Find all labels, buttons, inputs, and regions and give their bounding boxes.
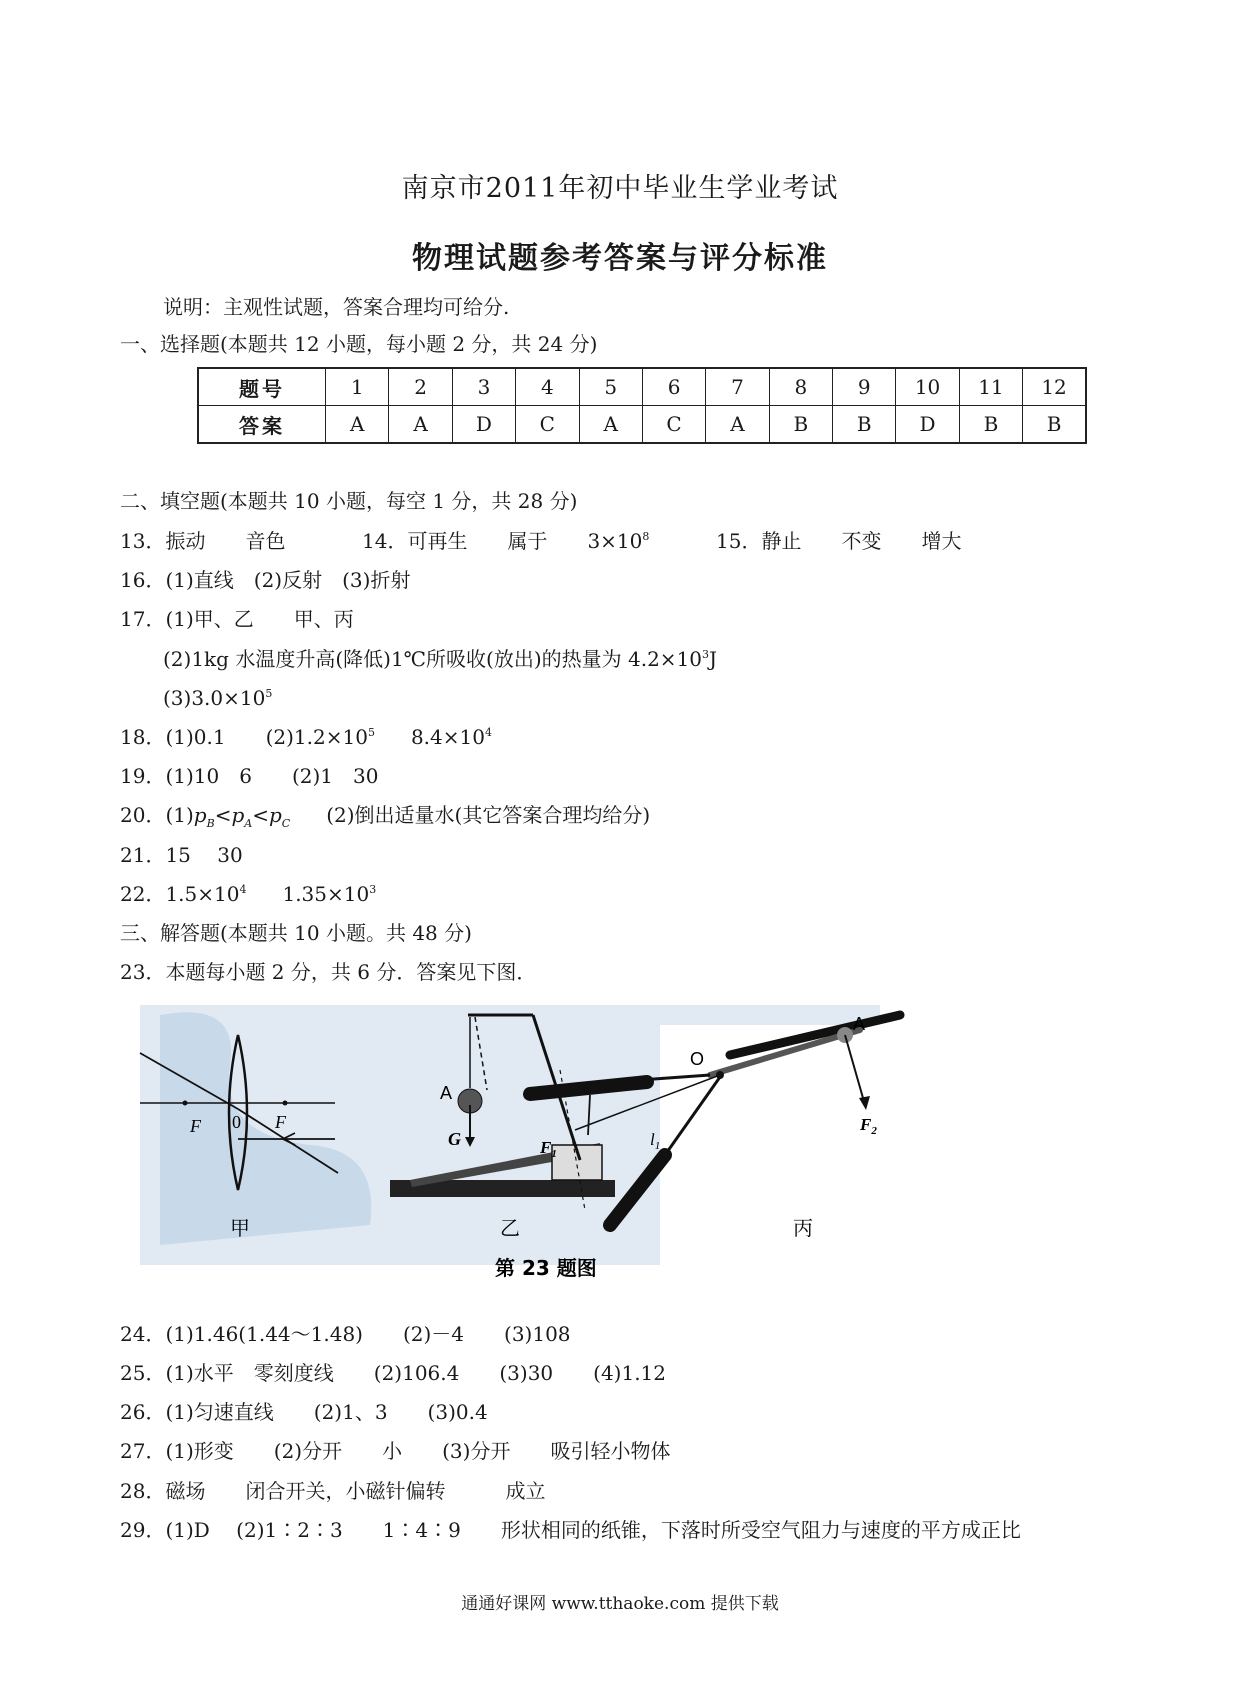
subscript: B — [206, 817, 215, 830]
table-cell: B — [769, 406, 832, 444]
answer-25: 25．(1)水平 零刻度线 (2)106.4 (3)30 (4)1.12 — [120, 1361, 667, 1385]
figure-label-jia: 甲 — [230, 1216, 250, 1240]
section-1-heading: 一、选择题(本题共 12 小题，每小题 2 分，共 24 分) — [120, 332, 598, 356]
answer-24: 24．(1)1.46(1.44～1.48) (2)－4 (3)108 — [120, 1322, 571, 1346]
answer-28: 28．磁场 闭合开关，小磁针偏转 成立 — [120, 1479, 546, 1503]
question-number-header: 题号 — [198, 368, 326, 406]
answer-27: 27．(1)形变 (2)分开 小 (3)分开 吸引轻小物体 — [120, 1439, 671, 1463]
exponent: 4 — [239, 883, 247, 896]
table-cell: A — [579, 406, 642, 444]
figure-23 — [120, 995, 960, 1285]
answer-23: 23．本题每小题 2 分，共 6 分．答案见下图． — [120, 960, 537, 984]
table-cell: D — [452, 406, 515, 444]
arrow-head — [859, 1096, 870, 1110]
exponent: 3 — [369, 883, 377, 896]
less-than: < — [214, 803, 232, 827]
table-cell: A — [706, 406, 769, 444]
table-row — [198, 406, 1086, 444]
exponent: 5 — [265, 687, 273, 700]
point-a-label: A — [853, 1014, 866, 1034]
footer-source: 通通好课网 www.tthaoke.com 提供下载 — [461, 1594, 779, 1614]
table-cell: 5 — [579, 368, 642, 406]
focal-point — [183, 1101, 188, 1106]
table-cell: B — [1023, 406, 1086, 444]
table-cell: B — [833, 406, 896, 444]
answer-17-part2-text: (2)1kg 水温度升高(降低)1℃所吸收(放出)的热量为 4.2×10 — [163, 647, 703, 671]
answer-18 — [120, 723, 492, 751]
answer-13: 13．振动 音色 — [120, 529, 286, 553]
table-cell: 9 — [833, 368, 896, 406]
table-cell: 11 — [959, 368, 1022, 406]
answer-22-text: 22．1.5×10 — [120, 882, 240, 906]
table-cell: 7 — [706, 368, 769, 406]
answer-18-text: 18．(1)0.1 (2)1.2×10 — [120, 725, 368, 749]
table-cell: 3 — [452, 368, 515, 406]
answer-17-part3 — [163, 684, 272, 712]
table-cell: 8 — [769, 368, 832, 406]
instructions-note: 说明：主观性试题，答案合理均可给分. — [163, 295, 510, 319]
table-cell: 12 — [1023, 368, 1086, 406]
table-cell: 2 — [389, 368, 452, 406]
exponent: 5 — [367, 726, 375, 739]
table-cell: B — [959, 406, 1022, 444]
force-arrow — [845, 1035, 865, 1105]
answer-15: 15．静止 不变 增大 — [716, 529, 962, 553]
label-subscript: 1 — [654, 1140, 661, 1152]
focus-label: F — [190, 1116, 201, 1136]
unit: J — [709, 647, 718, 671]
point-a-label: A — [440, 1083, 453, 1103]
answer-17-part2 — [163, 645, 717, 673]
label-subscript: 1 — [551, 1148, 557, 1160]
multiple-choice-answer-table — [197, 367, 1087, 444]
table-cell: 6 — [642, 368, 705, 406]
gravity-label: G — [448, 1129, 461, 1149]
answer-16: 16．(1)直线 (2)反射 (3)折射 — [120, 568, 411, 592]
section-2-heading: 二、填空题(本题共 10 小题，每空 1 分，共 28 分) — [120, 489, 578, 513]
figure-caption: 第 23 题图 — [495, 1256, 597, 1280]
answer-29: 29．(1)D (2)1∶2∶3 1∶4∶9 形状相同的纸锥，下落时所受空气阻力与速度的平方成正比 — [120, 1518, 1021, 1542]
answer-17-part3-text: (3)3.0×10 — [163, 686, 266, 710]
pressure-symbol: p — [193, 803, 207, 827]
section-3-heading: 三、解答题(本题共 10 小题。共 48 分) — [120, 921, 472, 945]
focal-point — [283, 1101, 288, 1106]
focus-label: F — [275, 1112, 286, 1132]
pressure-symbol: p — [231, 803, 245, 827]
optical-center-label: 0 — [232, 1112, 241, 1132]
answer-22-text-2: 1.35×10 — [282, 882, 370, 906]
answer-key-title: 物理试题参考答案与评分标准 — [412, 241, 828, 276]
label-subscript: 2 — [871, 1125, 877, 1137]
exponent: 8 — [642, 530, 650, 543]
figure-label-bing: 丙 — [793, 1216, 813, 1240]
table-cell: A — [389, 406, 452, 444]
table-cell: C — [516, 406, 579, 444]
subscript: A — [244, 817, 253, 830]
table-cell: 4 — [516, 368, 579, 406]
table-cell: D — [896, 406, 959, 444]
exponent: 4 — [484, 726, 492, 739]
answer-20 — [120, 801, 650, 838]
fulcrum-label: O — [690, 1049, 705, 1069]
table-cell: 1 — [326, 368, 389, 406]
label-text: l — [650, 1130, 655, 1149]
answer-18-text-2: 8.4×10 — [410, 725, 485, 749]
answer-19: 19．(1)10 6 (2)1 30 — [120, 764, 379, 788]
table-row — [198, 368, 1086, 406]
answer-header: 答案 — [198, 406, 326, 444]
answer-20-text-2: (2)倒出适量水(其它答案合理均给分) — [326, 803, 651, 827]
force-f2-label — [859, 1115, 877, 1137]
exam-title: 南京市2011年初中毕业生学业考试 — [401, 173, 839, 204]
exponent: 3 — [702, 648, 710, 661]
handle-rod — [665, 1077, 720, 1155]
pressure-symbol: p — [268, 803, 282, 827]
answer-26: 26．(1)匀速直线 (2)1、3 (3)0.4 — [120, 1400, 488, 1424]
answer-14 — [362, 527, 649, 555]
answer-17-part1: 17．(1)甲、乙 甲、丙 — [120, 607, 354, 631]
answer-14-text: 14．可再生 属于 3×10 — [362, 529, 643, 553]
table-cell: 10 — [896, 368, 959, 406]
table-cell: A — [326, 406, 389, 444]
label-text: F — [540, 1138, 552, 1157]
answer-22 — [120, 880, 376, 908]
answer-20-text: 20．(1) — [120, 803, 194, 827]
answer-21: 21．15 30 — [120, 843, 243, 867]
figure-label-yi: 乙 — [500, 1216, 520, 1240]
label-text: F — [860, 1115, 872, 1134]
table-cell: C — [642, 406, 705, 444]
subscript: C — [281, 817, 291, 830]
less-than: < — [252, 803, 269, 827]
